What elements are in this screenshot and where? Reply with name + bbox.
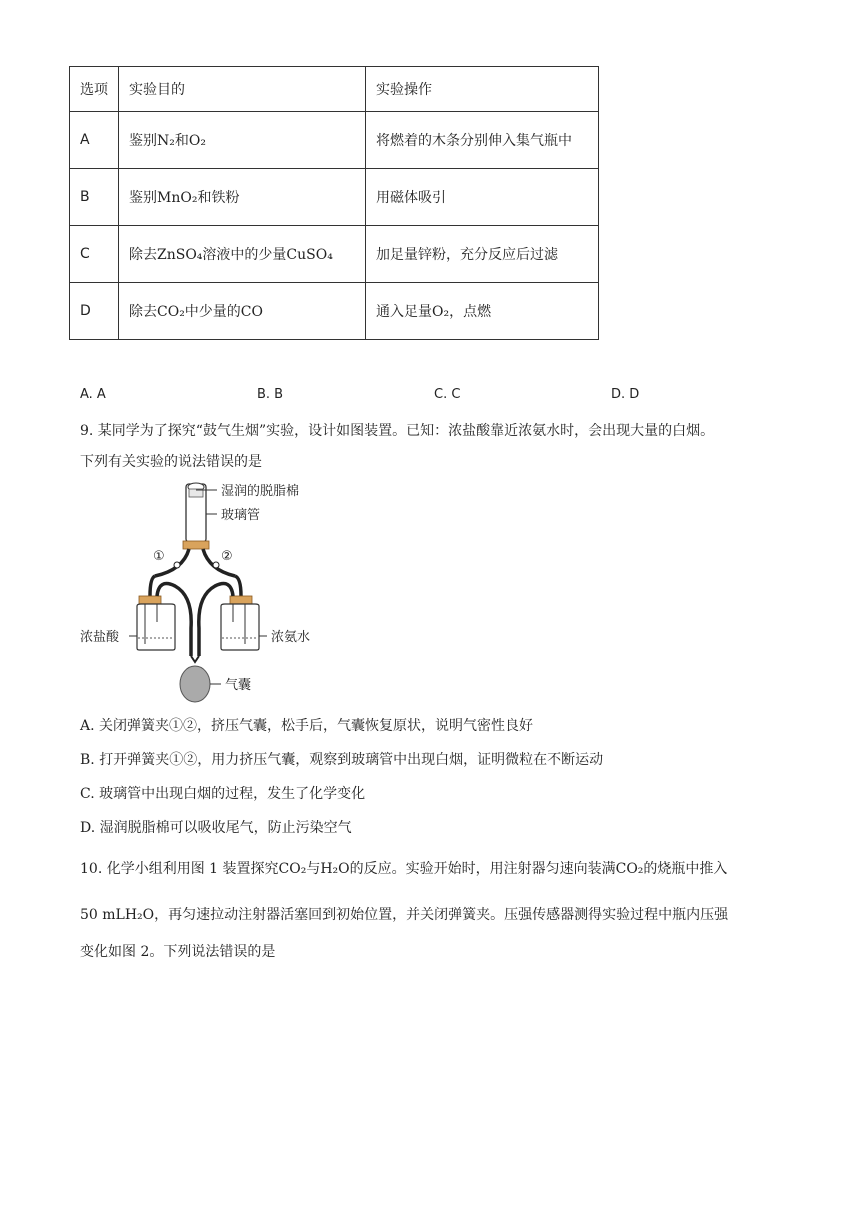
table-row [70, 283, 599, 340]
label-ammonia: 浓氨水 [271, 630, 311, 645]
table-row [70, 226, 599, 283]
row-option: D [70, 283, 119, 340]
header-option: 选项 [70, 67, 119, 112]
q10-stem-line1: 10. 化学小组利用图 1 装置探究CO₂与H₂O的反应。实验开始时，用注射器匀速向装满CO₂的烧瓶中推入 [80, 861, 728, 877]
q8-option-b: B. B [257, 387, 284, 402]
row-purpose: 鉴别MnO₂和铁粉 [119, 169, 366, 226]
table-header-row [70, 67, 599, 112]
row-operation: 加足量锌粉，充分反应后过滤 [366, 226, 599, 283]
q8-option-a: A. A [80, 387, 106, 402]
row-option: A [70, 112, 119, 169]
row-purpose: 鉴别N₂和O₂ [119, 112, 366, 169]
q9-stem-line1: 9. 某同学为了探究“鼓气生烟”实验，设计如图装置。已知：浓盐酸靠近浓氨水时，会出现大量的白烟。 [80, 423, 715, 439]
header-operation: 实验操作 [366, 67, 599, 112]
q9-stem-line2: 下列有关实验的说法错误的是 [80, 454, 262, 470]
label-bag: 气囊 [225, 678, 252, 693]
q9-option-b: B. 打开弹簧夹①②，用力挤压气囊，观察到玻璃管中出现白烟，证明微粒在不断运动 [80, 752, 604, 768]
q9-option-d: D. 湿润脱脂棉可以吸收尾气，防止污染空气 [80, 820, 352, 836]
row-purpose: 除去CO₂中少量的CO [119, 283, 366, 340]
label-tube: 玻璃管 [221, 508, 261, 523]
row-operation: 将燃着的木条分别伸入集气瓶中 [366, 112, 599, 169]
row-option: B [70, 169, 119, 226]
q9-option-c: C. 玻璃管中出现白烟的过程，发生了化学变化 [80, 786, 366, 802]
experiment-table [69, 66, 599, 340]
label-cotton: 湿润的脱脂棉 [221, 484, 300, 499]
row-option: C [70, 226, 119, 283]
label-clamp1: ① [153, 549, 165, 564]
row-purpose: 除去ZnSO₄溶液中的少量CuSO₄ [119, 226, 366, 283]
q10-stem-line2: 50 mLH₂O，再匀速拉动注射器活塞回到初始位置，并关闭弹簧夹。压强传感器测得实验过程中瓶内压强 [80, 907, 729, 923]
label-clamp2: ② [221, 549, 233, 564]
q10-stem-line3: 变化如图 2。下列说法错误的是 [80, 944, 276, 960]
row-operation: 用磁体吸引 [366, 169, 599, 226]
table-row [70, 169, 599, 226]
table-row [70, 112, 599, 169]
q9-option-a: A. 关闭弹簧夹①②，挤压气囊，松手后，气囊恢复原状，说明气密性良好 [80, 718, 534, 734]
header-purpose: 实验目的 [119, 67, 366, 112]
label-hcl: 浓盐酸 [80, 630, 120, 645]
apparatus-figure [75, 478, 345, 706]
q8-option-c: C. C [434, 387, 461, 402]
q8-option-d: D. D [611, 387, 640, 402]
row-operation: 通入足量O₂，点燃 [366, 283, 599, 340]
